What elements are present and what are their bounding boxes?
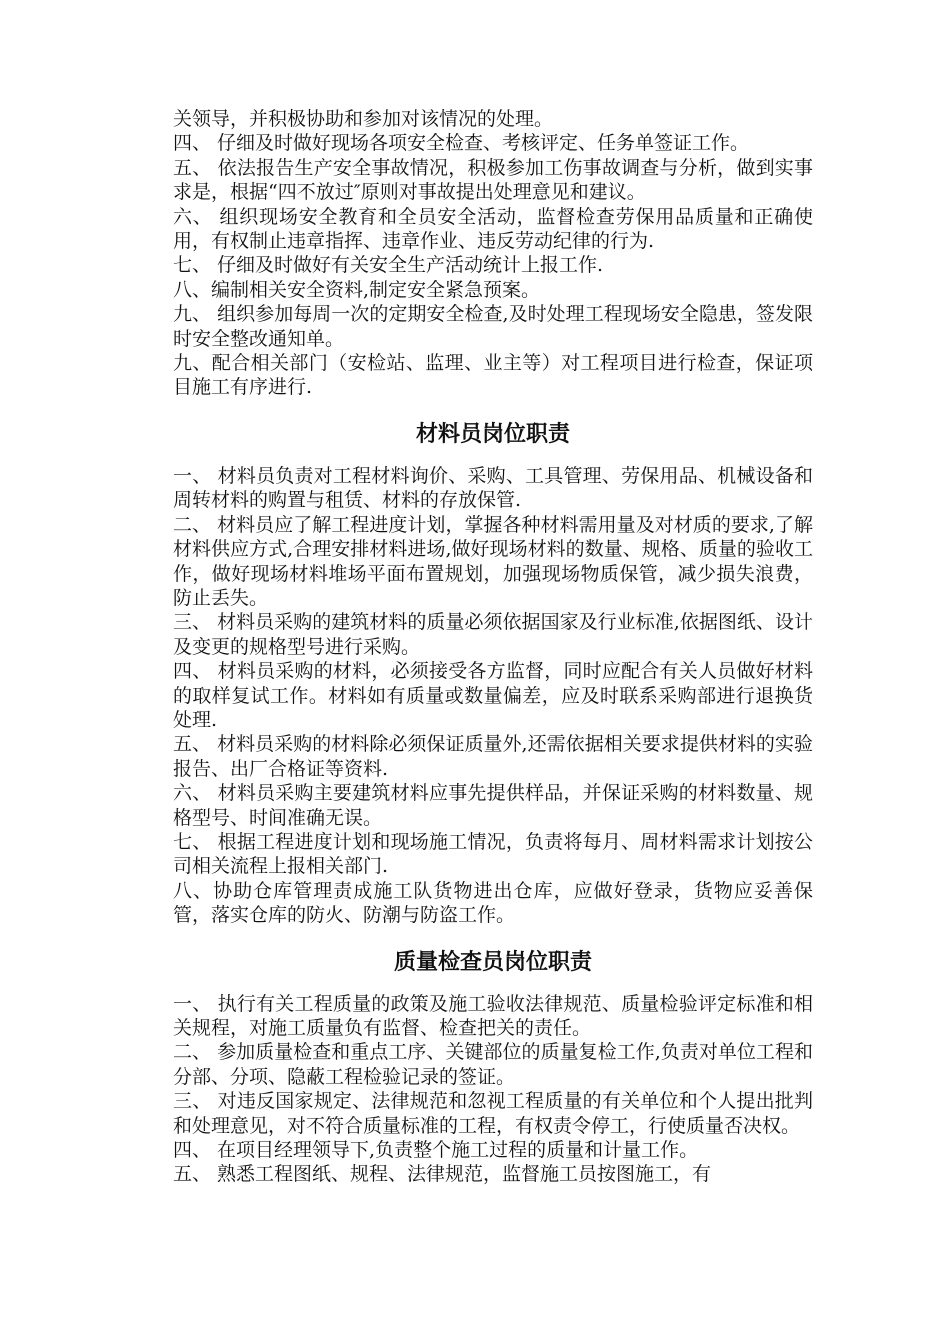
- material-section: [173, 464, 813, 928]
- paragraph: 六、 材料员采购主要建筑材料应事先提供样品，并保证采购的材料数量、规格型号、时间准确无误。: [173, 782, 813, 829]
- paragraph: 九、配合相关部门（安检站、监理、业主等）对工程项目进行检查，保证项目施工有序进行.: [173, 352, 813, 399]
- paragraph: 四、 材料员采购的材料，必须接受各方监督，同时应配合有关人员做好材料的取样复试工作。材料如有质量或数量偏差，应及时联系采购部进行退换货处理.: [173, 660, 813, 731]
- paragraph: 一、 材料员负责对工程材料询价、采购、工具管理、劳保用品、机械设备和周转材料的购置与租赁、材料的存放保管.: [173, 464, 813, 512]
- paragraph: 二、 参加质量检查和重点工序、关键部位的质量复检工作,负责对单位工程和分部、分项、隐蔽工程检验记录的签证。: [173, 1041, 813, 1088]
- paragraph: 四、 在项目经理领导下,负责整个施工过程的质量和计量工作。: [173, 1139, 699, 1162]
- paragraph: 一、 执行有关工程质量的政策及施工验收法律规范、质量检验评定标准和相关规程，对施工质量负有监督、检查把关的责任。: [173, 992, 813, 1039]
- paragraph: 五、 材料员采购的材料除必须保证质量外,还需依据相关要求提供材料的实验报告、出厂合格证等资料.: [173, 733, 813, 780]
- paragraph: 八、编制相关安全资料,制定安全紧急预案。: [173, 278, 541, 301]
- paragraph: 五、 熟悉工程图纸、规程、法律规范，监督施工员按图施工，有: [173, 1163, 712, 1186]
- paragraph: 六、 组织现场安全教育和全员安全活动，监督检查劳保用品质量和正确使用，有权制止违章指挥、违章作业、违反劳动纪律的行为.: [173, 205, 813, 253]
- section-title-quality: 质量检查员岗位职责: [393, 949, 592, 975]
- intro-section: [173, 107, 813, 400]
- paragraph: 关领导，并积极协助和参加对该情况的处理。: [173, 108, 554, 130]
- paragraph: 三、 材料员采购的建筑材料的质量必须依据国家及行业标准,依据图纸、设计及变更的规格型号进行采购。: [173, 611, 813, 658]
- paragraph: 三、 对违反国家规定、法律规范和忽视工程质量的有关单位和个人提出批判和处理意见，对不符合质量标准的工程，有权责令停工，行使质量否决权。: [173, 1090, 813, 1137]
- document-page: [173, 107, 813, 1187]
- quality-section: [173, 992, 813, 1187]
- paragraph: 二、 材料员应了解工程进度计划，掌握各种材料需用量及对材质的要求,了解材料供应方式,合理安排材料进场,做好现场材料的数量、规格、质量的验收工作，做好现场材料堆场平面布置规划，加强现场物质保管，减少损失浪费，防止丢失。: [173, 513, 813, 609]
- paragraph: 五、 依法报告生产安全事故情况，积极参加工伤事故调查与分析，做到实事求是，根据“四不放过″原则对事故提出处理意见和建议。: [173, 156, 813, 204]
- paragraph: 七、 仔细及时做好有关安全生产活动统计上报工作.: [173, 254, 604, 277]
- section-title-material: 材料员岗位职责: [415, 421, 570, 447]
- paragraph: 九、 组织参加每周一次的定期安全检查,及时处理工程现场安全隐患，签发限时安全整改通知单。: [173, 303, 813, 350]
- paragraph: 八、协助仓库管理责成施工队货物进出仓库，应做好登录，货物应妥善保管，落实仓库的防火、防潮与防盗工作。: [173, 879, 813, 927]
- paragraph: 四、 仔细及时做好现场各项安全检查、考核评定、任务单签证工作。: [173, 132, 750, 155]
- paragraph: 七、 根据工程进度计划和现场施工情况，负责将每月、周材料需求计划按公司相关流程上报相关部门.: [173, 830, 813, 878]
